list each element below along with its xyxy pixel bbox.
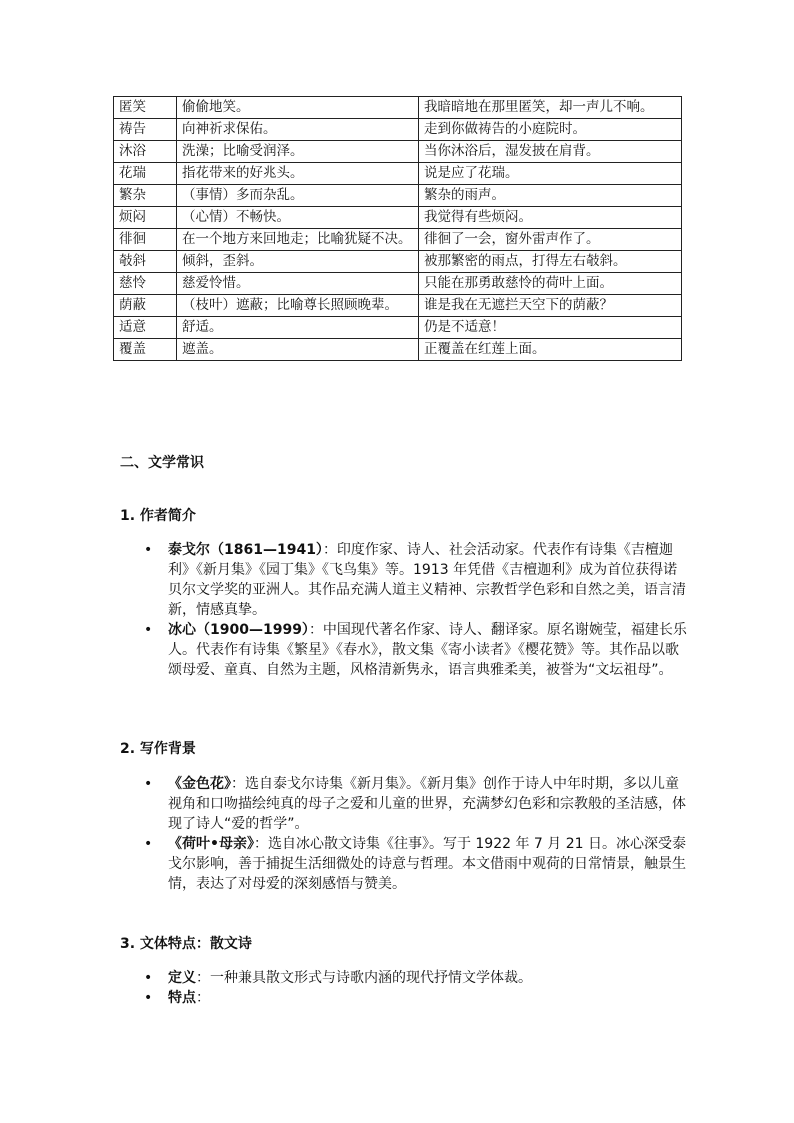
item-term: 《荷叶•母亲》 <box>168 836 254 852</box>
vocab-example-cell: 当你沐浴后，湿发披在肩背。 <box>419 141 682 163</box>
vocab-meaning-cell: 慈爱怜惜。 <box>177 273 419 295</box>
list-item <box>120 968 690 988</box>
vocab-example-cell: 徘徊了一会，窗外雷声作了。 <box>419 229 682 251</box>
list-item <box>120 774 690 834</box>
vocab-example-cell: 只能在那勇敢慈怜的荷叶上面。 <box>419 273 682 295</box>
background-list <box>120 774 690 894</box>
vocab-word-cell: 沐浴 <box>114 141 177 163</box>
genre-list <box>120 968 690 1008</box>
vocab-word-cell: 适意 <box>114 317 177 339</box>
vocab-meaning-cell: 倾斜，歪斜。 <box>177 251 419 273</box>
vocabulary-table <box>113 96 682 361</box>
table-row <box>114 163 682 185</box>
table-row <box>114 185 682 207</box>
vocab-example-cell: 走到你做祷告的小庭院时。 <box>419 119 682 141</box>
item-text: ：中国现代著名作家、诗人、翻译家。原名谢婉莹，福建长乐人。代表作有诗集《繁星》《春水》，散文集《寄小读者》《樱花赞》等。其作品以歌颂母爱、童真、自然为主题，风格清新隽永，语言典雅柔美，被誉为“文坛祖母”。 <box>168 622 687 678</box>
vocab-word-cell: 覆盖 <box>114 339 177 361</box>
vocab-word-cell: 花瑞 <box>114 163 177 185</box>
table-row <box>114 251 682 273</box>
item-text: ：印度作家、诗人、社会活动家。代表作有诗集《吉檀迦利》《新月集》《园丁集》《飞鸟集》等。1913 年凭借《吉檀迦利》成为首位获得诺贝尔文学奖的亚洲人。其作品充满人道主义精神、宗教哲学色彩和自然之美，语言清新，情感真挚。 <box>168 542 686 618</box>
item-term: 泰戈尔（1861—1941） <box>168 542 323 558</box>
vocab-example-cell: 说是应了花瑞。 <box>419 163 682 185</box>
vocab-meaning-cell: （事情）多而杂乱。 <box>177 185 419 207</box>
vocab-word-cell: 慈怜 <box>114 273 177 295</box>
table-row <box>114 295 682 317</box>
item-text: ：选自泰戈尔诗集《新月集》。《新月集》创作于诗人中年时期，多以儿童视角和口吻描绘纯真的母子之爱和儿童的世界，充满梦幻色彩和宗教般的圣洁感，体现了诗人“爱的哲学”。 <box>168 776 686 832</box>
vocabulary-table-body <box>114 97 682 361</box>
vocab-meaning-cell: （心情）不畅快。 <box>177 207 419 229</box>
vocab-word-cell: 祷告 <box>114 119 177 141</box>
genre-heading: 3. 文体特点：散文诗 <box>120 936 252 952</box>
vocab-meaning-cell: 洗澡；比喻受润泽。 <box>177 141 419 163</box>
vocab-meaning-cell: 向神祈求保佑。 <box>177 119 419 141</box>
vocab-example-cell: 我暗暗地在那里匿笑，却一声儿不响。 <box>419 97 682 119</box>
vocab-example-cell: 正覆盖在红莲上面。 <box>419 339 682 361</box>
vocab-example-cell: 繁杂的雨声。 <box>419 185 682 207</box>
author-intro-list <box>120 540 690 680</box>
table-row <box>114 119 682 141</box>
item-text: ： <box>196 990 210 1006</box>
item-text: ：一种兼具散文形式与诗歌内涵的现代抒情文学体裁。 <box>196 970 532 986</box>
list-item <box>120 540 690 620</box>
table-row <box>114 339 682 361</box>
vocab-meaning-cell: 遮盖。 <box>177 339 419 361</box>
vocab-meaning-cell: 舒适。 <box>177 317 419 339</box>
vocab-word-cell: 徘徊 <box>114 229 177 251</box>
vocab-word-cell: 匿笑 <box>114 97 177 119</box>
vocab-example-cell: 被那繁密的雨点，打得左右攲斜。 <box>419 251 682 273</box>
list-item <box>120 834 690 894</box>
item-term: 冰心（1900—1999） <box>168 622 309 638</box>
author-intro-heading: 1. 作者简介 <box>120 508 196 524</box>
table-row <box>114 207 682 229</box>
list-item <box>120 988 690 1008</box>
item-text: ：选自冰心散文诗集《往事》。写于 1922 年 7 月 21 日。冰心深受泰戈尔影响，善于捕捉生活细微处的诗意与哲理。本文借雨中观荷的日常情景，触景生情，表达了对母爱的深刻感悟与赞美。 <box>168 836 687 892</box>
item-term: 特点 <box>168 990 196 1006</box>
background-heading: 2. 写作背景 <box>120 741 196 757</box>
vocab-word-cell: 荫蔽 <box>114 295 177 317</box>
list-item <box>120 620 690 680</box>
vocab-meaning-cell: 偷偷地笑。 <box>177 97 419 119</box>
table-row <box>114 317 682 339</box>
section-title: 二、文学常识 <box>120 455 204 471</box>
table-row <box>114 141 682 163</box>
vocab-word-cell: 烦闷 <box>114 207 177 229</box>
item-term: 《金色花》 <box>168 776 231 792</box>
table-row <box>114 229 682 251</box>
vocab-word-cell: 攲斜 <box>114 251 177 273</box>
vocab-meaning-cell: （枝叶）遮蔽；比喻尊长照顾晚辈。 <box>177 295 419 317</box>
vocab-meaning-cell: 在一个地方来回地走；比喻犹疑不决。 <box>177 229 419 251</box>
vocab-example-cell: 谁是我在无遮拦天空下的荫蔽？ <box>419 295 682 317</box>
table-row <box>114 273 682 295</box>
vocab-meaning-cell: 指花带来的好兆头。 <box>177 163 419 185</box>
vocab-word-cell: 繁杂 <box>114 185 177 207</box>
item-term: 定义 <box>168 970 196 986</box>
table-row <box>114 97 682 119</box>
vocab-example-cell: 仍是不适意！ <box>419 317 682 339</box>
vocab-example-cell: 我觉得有些烦闷。 <box>419 207 682 229</box>
